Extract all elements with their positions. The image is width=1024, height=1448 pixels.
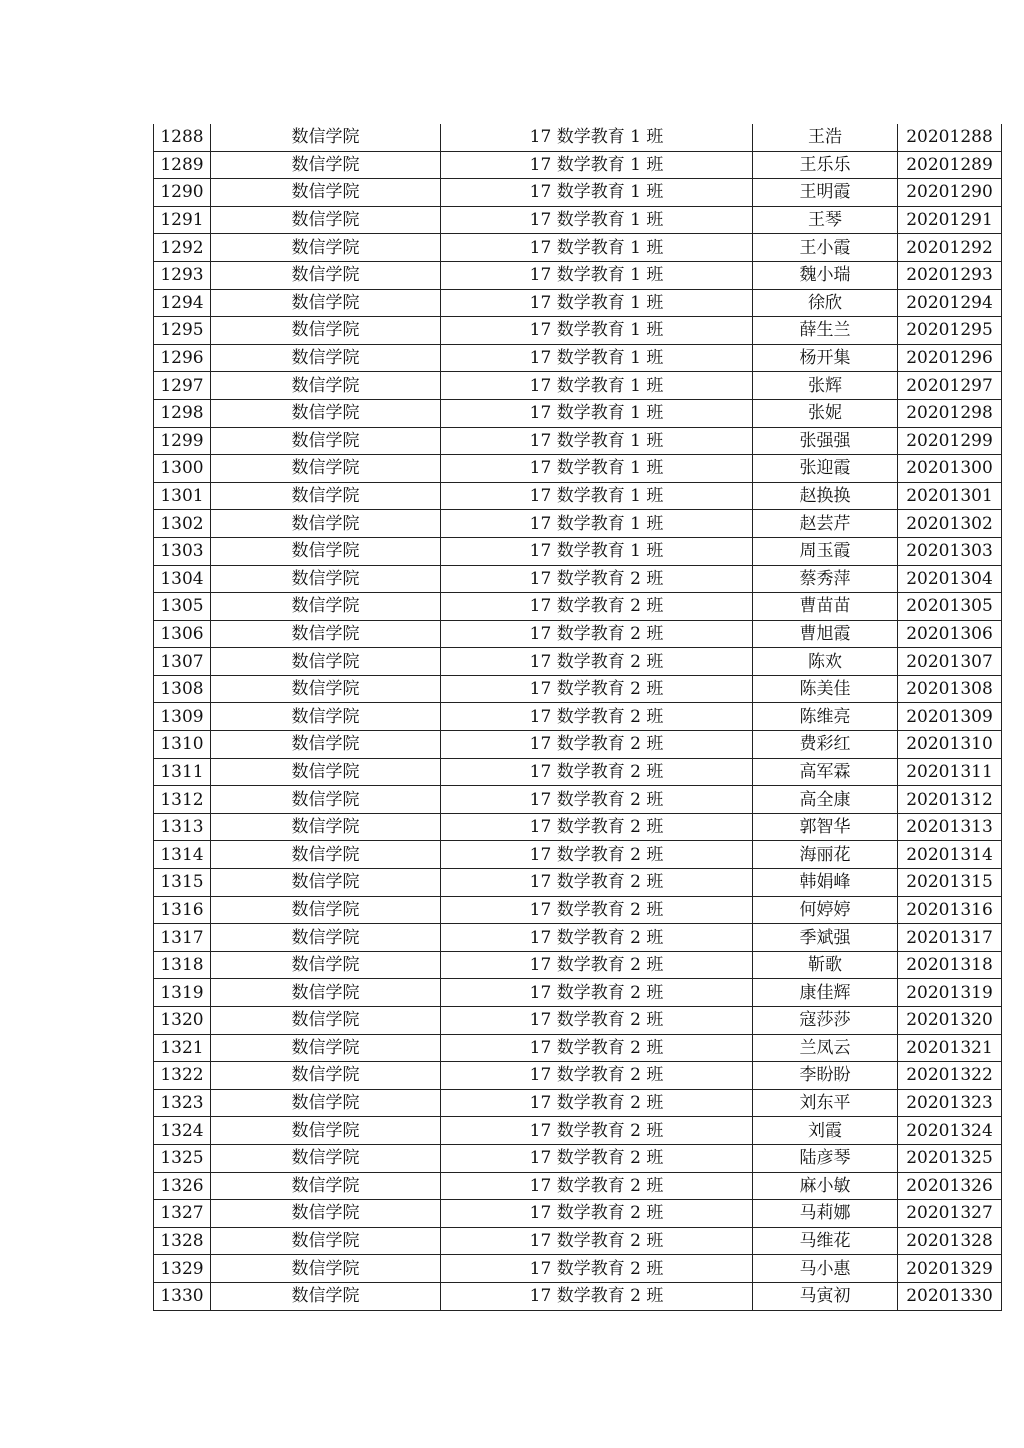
row-number-cell: 1296 — [154, 344, 211, 372]
student-id-cell: 20201291 — [898, 206, 1002, 234]
row-number-cell: 1309 — [154, 703, 211, 731]
student-name-cell: 周玉霞 — [753, 537, 898, 565]
student-name-cell: 王乐乐 — [753, 151, 898, 179]
student-name-cell: 魏小瑞 — [753, 261, 898, 289]
student-name-cell: 马莉娜 — [753, 1200, 898, 1228]
row-number-cell: 1324 — [154, 1117, 211, 1145]
roster-body — [154, 124, 1002, 1310]
student-id-cell: 20201295 — [898, 317, 1002, 345]
class-cell: 17 数学教育 2 班 — [441, 786, 753, 814]
college-cell: 数信学院 — [211, 703, 441, 731]
row-number-cell: 1310 — [154, 731, 211, 759]
row-number-cell: 1288 — [154, 124, 211, 151]
student-name-cell: 陈美佳 — [753, 675, 898, 703]
table-row — [154, 1034, 1002, 1062]
table-row — [154, 455, 1002, 483]
student-name-cell: 兰凤云 — [753, 1034, 898, 1062]
row-number-cell: 1329 — [154, 1255, 211, 1283]
class-cell: 17 数学教育 1 班 — [441, 510, 753, 538]
student-roster-table — [153, 124, 1002, 1311]
student-name-cell: 杨开集 — [753, 344, 898, 372]
college-cell: 数信学院 — [211, 841, 441, 869]
college-cell: 数信学院 — [211, 924, 441, 952]
student-id-cell: 20201309 — [898, 703, 1002, 731]
college-cell: 数信学院 — [211, 344, 441, 372]
class-cell: 17 数学教育 2 班 — [441, 979, 753, 1007]
class-cell: 17 数学教育 1 班 — [441, 151, 753, 179]
row-number-cell: 1293 — [154, 261, 211, 289]
student-id-cell: 20201315 — [898, 869, 1002, 897]
college-cell: 数信学院 — [211, 537, 441, 565]
student-name-cell: 曹旭霞 — [753, 620, 898, 648]
class-cell: 17 数学教育 1 班 — [441, 124, 753, 151]
class-cell: 17 数学教育 2 班 — [441, 620, 753, 648]
student-id-cell: 20201313 — [898, 813, 1002, 841]
college-cell: 数信学院 — [211, 372, 441, 400]
student-id-cell: 20201302 — [898, 510, 1002, 538]
class-cell: 17 数学教育 2 班 — [441, 675, 753, 703]
class-cell: 17 数学教育 1 班 — [441, 261, 753, 289]
student-name-cell: 康佳辉 — [753, 979, 898, 1007]
student-name-cell: 张辉 — [753, 372, 898, 400]
row-number-cell: 1300 — [154, 455, 211, 483]
class-cell: 17 数学教育 1 班 — [441, 482, 753, 510]
student-id-cell: 20201316 — [898, 896, 1002, 924]
college-cell: 数信学院 — [211, 565, 441, 593]
class-cell: 17 数学教育 2 班 — [441, 1144, 753, 1172]
class-cell: 17 数学教育 1 班 — [441, 537, 753, 565]
row-number-cell: 1306 — [154, 620, 211, 648]
table-row — [154, 1282, 1002, 1310]
student-id-cell: 20201303 — [898, 537, 1002, 565]
college-cell: 数信学院 — [211, 979, 441, 1007]
college-cell: 数信学院 — [211, 151, 441, 179]
class-cell: 17 数学教育 2 班 — [441, 951, 753, 979]
table-row — [154, 399, 1002, 427]
student-id-cell: 20201296 — [898, 344, 1002, 372]
class-cell: 17 数学教育 2 班 — [441, 1255, 753, 1283]
student-id-cell: 20201328 — [898, 1227, 1002, 1255]
table-row — [154, 261, 1002, 289]
college-cell: 数信学院 — [211, 399, 441, 427]
student-name-cell: 海丽花 — [753, 841, 898, 869]
table-row — [154, 731, 1002, 759]
student-name-cell: 麻小敏 — [753, 1172, 898, 1200]
student-name-cell: 李盼盼 — [753, 1062, 898, 1090]
table-row — [154, 1007, 1002, 1035]
student-id-cell: 20201318 — [898, 951, 1002, 979]
table-row — [154, 675, 1002, 703]
table-row — [154, 1144, 1002, 1172]
table-row — [154, 1200, 1002, 1228]
student-name-cell: 王明霞 — [753, 179, 898, 207]
student-id-cell: 20201308 — [898, 675, 1002, 703]
college-cell: 数信学院 — [211, 675, 441, 703]
student-name-cell: 刘霞 — [753, 1117, 898, 1145]
class-cell: 17 数学教育 2 班 — [441, 1117, 753, 1145]
class-cell: 17 数学教育 2 班 — [441, 648, 753, 676]
class-cell: 17 数学教育 2 班 — [441, 1034, 753, 1062]
student-name-cell: 马维花 — [753, 1227, 898, 1255]
table-row — [154, 924, 1002, 952]
table-row — [154, 841, 1002, 869]
row-number-cell: 1294 — [154, 289, 211, 317]
student-id-cell: 20201319 — [898, 979, 1002, 1007]
college-cell: 数信学院 — [211, 786, 441, 814]
student-id-cell: 20201293 — [898, 261, 1002, 289]
table-row — [154, 289, 1002, 317]
college-cell: 数信学院 — [211, 731, 441, 759]
row-number-cell: 1320 — [154, 1007, 211, 1035]
college-cell: 数信学院 — [211, 482, 441, 510]
student-id-cell: 20201297 — [898, 372, 1002, 400]
class-cell: 17 数学教育 1 班 — [441, 317, 753, 345]
student-id-cell: 20201321 — [898, 1034, 1002, 1062]
row-number-cell: 1328 — [154, 1227, 211, 1255]
student-id-cell: 20201310 — [898, 731, 1002, 759]
student-id-cell: 20201311 — [898, 758, 1002, 786]
student-id-cell: 20201330 — [898, 1282, 1002, 1310]
row-number-cell: 1321 — [154, 1034, 211, 1062]
table-row — [154, 317, 1002, 345]
class-cell: 17 数学教育 2 班 — [441, 1172, 753, 1200]
table-row — [154, 510, 1002, 538]
table-row — [154, 179, 1002, 207]
student-name-cell: 张妮 — [753, 399, 898, 427]
table-row — [154, 1227, 1002, 1255]
row-number-cell: 1322 — [154, 1062, 211, 1090]
student-name-cell: 寇莎莎 — [753, 1007, 898, 1035]
row-number-cell: 1290 — [154, 179, 211, 207]
student-name-cell: 陆彦琴 — [753, 1144, 898, 1172]
college-cell: 数信学院 — [211, 758, 441, 786]
college-cell: 数信学院 — [211, 510, 441, 538]
table-row — [154, 786, 1002, 814]
student-name-cell: 陈欢 — [753, 648, 898, 676]
college-cell: 数信学院 — [211, 1282, 441, 1310]
student-id-cell: 20201300 — [898, 455, 1002, 483]
class-cell: 17 数学教育 2 班 — [441, 1200, 753, 1228]
college-cell: 数信学院 — [211, 1007, 441, 1035]
student-id-cell: 20201326 — [898, 1172, 1002, 1200]
college-cell: 数信学院 — [211, 1117, 441, 1145]
student-id-cell: 20201288 — [898, 124, 1002, 151]
class-cell: 17 数学教育 2 班 — [441, 813, 753, 841]
college-cell: 数信学院 — [211, 289, 441, 317]
college-cell: 数信学院 — [211, 620, 441, 648]
row-number-cell: 1292 — [154, 234, 211, 262]
row-number-cell: 1299 — [154, 427, 211, 455]
student-id-cell: 20201290 — [898, 179, 1002, 207]
table-row — [154, 1172, 1002, 1200]
student-name-cell: 蔡秀萍 — [753, 565, 898, 593]
student-name-cell: 马寅初 — [753, 1282, 898, 1310]
student-name-cell: 薛生兰 — [753, 317, 898, 345]
class-cell: 17 数学教育 2 班 — [441, 758, 753, 786]
row-number-cell: 1297 — [154, 372, 211, 400]
student-name-cell: 季斌强 — [753, 924, 898, 952]
college-cell: 数信学院 — [211, 124, 441, 151]
table-row — [154, 151, 1002, 179]
student-id-cell: 20201327 — [898, 1200, 1002, 1228]
student-name-cell: 韩娟峰 — [753, 869, 898, 897]
row-number-cell: 1289 — [154, 151, 211, 179]
student-id-cell: 20201298 — [898, 399, 1002, 427]
row-number-cell: 1325 — [154, 1144, 211, 1172]
student-id-cell: 20201323 — [898, 1089, 1002, 1117]
college-cell: 数信学院 — [211, 896, 441, 924]
student-id-cell: 20201305 — [898, 593, 1002, 621]
roster-sheet — [153, 124, 1001, 1311]
college-cell: 数信学院 — [211, 813, 441, 841]
student-id-cell: 20201294 — [898, 289, 1002, 317]
student-name-cell: 王琴 — [753, 206, 898, 234]
row-number-cell: 1330 — [154, 1282, 211, 1310]
row-number-cell: 1323 — [154, 1089, 211, 1117]
class-cell: 17 数学教育 2 班 — [441, 924, 753, 952]
student-name-cell: 何婷婷 — [753, 896, 898, 924]
student-name-cell: 赵芸芹 — [753, 510, 898, 538]
class-cell: 17 数学教育 2 班 — [441, 869, 753, 897]
college-cell: 数信学院 — [211, 179, 441, 207]
row-number-cell: 1295 — [154, 317, 211, 345]
student-id-cell: 20201289 — [898, 151, 1002, 179]
row-number-cell: 1308 — [154, 675, 211, 703]
college-cell: 数信学院 — [211, 648, 441, 676]
table-row — [154, 951, 1002, 979]
class-cell: 17 数学教育 2 班 — [441, 565, 753, 593]
table-row — [154, 427, 1002, 455]
table-row — [154, 593, 1002, 621]
student-name-cell: 费彩红 — [753, 731, 898, 759]
class-cell: 17 数学教育 1 班 — [441, 289, 753, 317]
college-cell: 数信学院 — [211, 1034, 441, 1062]
student-name-cell: 高全康 — [753, 786, 898, 814]
table-row — [154, 482, 1002, 510]
college-cell: 数信学院 — [211, 1172, 441, 1200]
row-number-cell: 1317 — [154, 924, 211, 952]
class-cell: 17 数学教育 2 班 — [441, 1227, 753, 1255]
college-cell: 数信学院 — [211, 951, 441, 979]
row-number-cell: 1316 — [154, 896, 211, 924]
student-id-cell: 20201320 — [898, 1007, 1002, 1035]
row-number-cell: 1307 — [154, 648, 211, 676]
college-cell: 数信学院 — [211, 261, 441, 289]
table-row — [154, 620, 1002, 648]
student-id-cell: 20201314 — [898, 841, 1002, 869]
class-cell: 17 数学教育 2 班 — [441, 593, 753, 621]
row-number-cell: 1319 — [154, 979, 211, 1007]
student-id-cell: 20201304 — [898, 565, 1002, 593]
table-row — [154, 896, 1002, 924]
college-cell: 数信学院 — [211, 1089, 441, 1117]
class-cell: 17 数学教育 1 班 — [441, 234, 753, 262]
row-number-cell: 1315 — [154, 869, 211, 897]
class-cell: 17 数学教育 2 班 — [441, 1282, 753, 1310]
row-number-cell: 1311 — [154, 758, 211, 786]
class-cell: 17 数学教育 1 班 — [441, 344, 753, 372]
row-number-cell: 1298 — [154, 399, 211, 427]
table-row — [154, 124, 1002, 151]
college-cell: 数信学院 — [211, 593, 441, 621]
table-row — [154, 1062, 1002, 1090]
student-name-cell: 马小惠 — [753, 1255, 898, 1283]
student-name-cell: 王小霞 — [753, 234, 898, 262]
college-cell: 数信学院 — [211, 455, 441, 483]
table-row — [154, 869, 1002, 897]
student-name-cell: 张强强 — [753, 427, 898, 455]
student-name-cell: 高军霖 — [753, 758, 898, 786]
class-cell: 17 数学教育 1 班 — [441, 179, 753, 207]
table-row — [154, 703, 1002, 731]
row-number-cell: 1313 — [154, 813, 211, 841]
table-row — [154, 758, 1002, 786]
row-number-cell: 1318 — [154, 951, 211, 979]
class-cell: 17 数学教育 2 班 — [441, 1089, 753, 1117]
college-cell: 数信学院 — [211, 1255, 441, 1283]
table-row — [154, 537, 1002, 565]
class-cell: 17 数学教育 2 班 — [441, 731, 753, 759]
table-row — [154, 1117, 1002, 1145]
row-number-cell: 1303 — [154, 537, 211, 565]
row-number-cell: 1314 — [154, 841, 211, 869]
table-row — [154, 206, 1002, 234]
class-cell: 17 数学教育 2 班 — [441, 1062, 753, 1090]
college-cell: 数信学院 — [211, 317, 441, 345]
college-cell: 数信学院 — [211, 234, 441, 262]
class-cell: 17 数学教育 1 班 — [441, 372, 753, 400]
class-cell: 17 数学教育 2 班 — [441, 1007, 753, 1035]
row-number-cell: 1326 — [154, 1172, 211, 1200]
class-cell: 17 数学教育 2 班 — [441, 703, 753, 731]
student-name-cell: 王浩 — [753, 124, 898, 151]
row-number-cell: 1305 — [154, 593, 211, 621]
table-row — [154, 979, 1002, 1007]
row-number-cell: 1304 — [154, 565, 211, 593]
row-number-cell: 1302 — [154, 510, 211, 538]
class-cell: 17 数学教育 1 班 — [441, 399, 753, 427]
student-id-cell: 20201322 — [898, 1062, 1002, 1090]
student-name-cell: 靳歌 — [753, 951, 898, 979]
table-row — [154, 372, 1002, 400]
student-name-cell: 赵换换 — [753, 482, 898, 510]
student-id-cell: 20201329 — [898, 1255, 1002, 1283]
college-cell: 数信学院 — [211, 1200, 441, 1228]
student-id-cell: 20201306 — [898, 620, 1002, 648]
college-cell: 数信学院 — [211, 869, 441, 897]
student-name-cell: 曹苗苗 — [753, 593, 898, 621]
student-name-cell: 陈维亮 — [753, 703, 898, 731]
class-cell: 17 数学教育 2 班 — [441, 841, 753, 869]
student-name-cell: 徐欣 — [753, 289, 898, 317]
class-cell: 17 数学教育 2 班 — [441, 896, 753, 924]
class-cell: 17 数学教育 1 班 — [441, 455, 753, 483]
student-id-cell: 20201325 — [898, 1144, 1002, 1172]
table-row — [154, 234, 1002, 262]
student-id-cell: 20201307 — [898, 648, 1002, 676]
table-row — [154, 648, 1002, 676]
row-number-cell: 1312 — [154, 786, 211, 814]
row-number-cell: 1327 — [154, 1200, 211, 1228]
student-id-cell: 20201312 — [898, 786, 1002, 814]
class-cell: 17 数学教育 1 班 — [441, 427, 753, 455]
table-row — [154, 1089, 1002, 1117]
college-cell: 数信学院 — [211, 427, 441, 455]
student-id-cell: 20201299 — [898, 427, 1002, 455]
student-id-cell: 20201301 — [898, 482, 1002, 510]
table-row — [154, 1255, 1002, 1283]
student-name-cell: 刘东平 — [753, 1089, 898, 1117]
student-id-cell: 20201324 — [898, 1117, 1002, 1145]
college-cell: 数信学院 — [211, 1144, 441, 1172]
college-cell: 数信学院 — [211, 206, 441, 234]
student-id-cell: 20201292 — [898, 234, 1002, 262]
college-cell: 数信学院 — [211, 1062, 441, 1090]
table-row — [154, 813, 1002, 841]
student-name-cell: 张迎霞 — [753, 455, 898, 483]
class-cell: 17 数学教育 1 班 — [441, 206, 753, 234]
row-number-cell: 1291 — [154, 206, 211, 234]
student-id-cell: 20201317 — [898, 924, 1002, 952]
table-row — [154, 565, 1002, 593]
table-row — [154, 344, 1002, 372]
college-cell: 数信学院 — [211, 1227, 441, 1255]
row-number-cell: 1301 — [154, 482, 211, 510]
student-name-cell: 郭智华 — [753, 813, 898, 841]
